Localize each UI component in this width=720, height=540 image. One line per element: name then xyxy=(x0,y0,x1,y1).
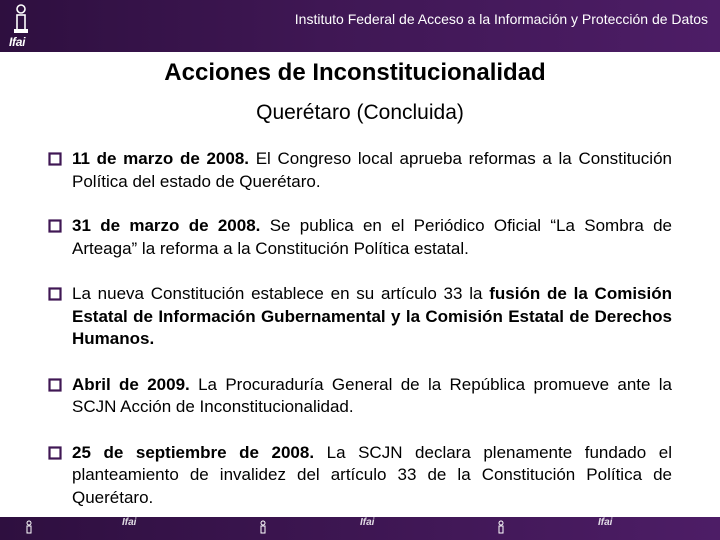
item-text: La SCJN declara plenamente fundado el planteamiento de invalidez del artículo 33 de la Constitución Política de Querétaro. xyxy=(72,442,672,507)
ifai-logo xyxy=(4,2,34,48)
ifai-logo-icon xyxy=(24,520,34,536)
hollow-square-bullet-icon xyxy=(48,152,62,166)
institute-name: Instituto Federal de Acceso a la Información y Protección de Datos xyxy=(294,11,708,27)
list-item xyxy=(48,215,672,260)
logo-text: Ifai xyxy=(9,35,26,49)
slide-subtitle: Querétaro (Concluida) xyxy=(256,101,464,124)
item-text: El Congreso local aprueba reformas a la Constitución Política del estado de Querétaro. xyxy=(72,149,672,191)
header-bar xyxy=(0,0,720,52)
ifai-logo-icon xyxy=(496,520,506,536)
list-item xyxy=(48,374,672,419)
footer-logo-text: Ifai xyxy=(598,517,613,528)
ifai-logo-icon xyxy=(258,520,268,536)
hollow-square-bullet-icon xyxy=(48,378,62,392)
hollow-square-bullet-icon xyxy=(48,446,62,460)
footer-logo-text: Ifai xyxy=(122,517,137,528)
item-date: 31 de marzo de 2008. xyxy=(72,216,261,235)
hollow-square-bullet-icon xyxy=(48,287,62,301)
list-item xyxy=(48,148,672,193)
item-text: Se publica en el Periódico Oficial “La Sombra de Arteaga” la reforma a la Constitución Política estatal. xyxy=(72,216,672,258)
item-emphasis: fusión de la Comisión Estatal de Información Gubernamental y la Comisión Estatal de Derechos Humanos. xyxy=(72,284,672,348)
footer-bar xyxy=(0,517,720,540)
footer-logo-text: Ifai xyxy=(360,517,375,528)
item-date: 11 de marzo de 2008. xyxy=(72,149,250,168)
item-text: La nueva Constitución establece en su artículo 33 la xyxy=(72,284,490,303)
slide-title: Acciones de Inconstitucionalidad xyxy=(164,59,546,86)
list-item xyxy=(48,283,672,351)
item-date: Abril de 2009. xyxy=(72,374,190,394)
list-item xyxy=(48,442,672,510)
ifai-logo-icon xyxy=(4,2,34,36)
item-date: 25 de septiembre de 2008. xyxy=(72,442,315,462)
bullet-list xyxy=(48,148,672,509)
item-text: La Procuraduría General de la República promueve ante la SCJN Acción de Inconstitucionalidad. xyxy=(72,374,673,416)
hollow-square-bullet-icon xyxy=(48,219,62,233)
